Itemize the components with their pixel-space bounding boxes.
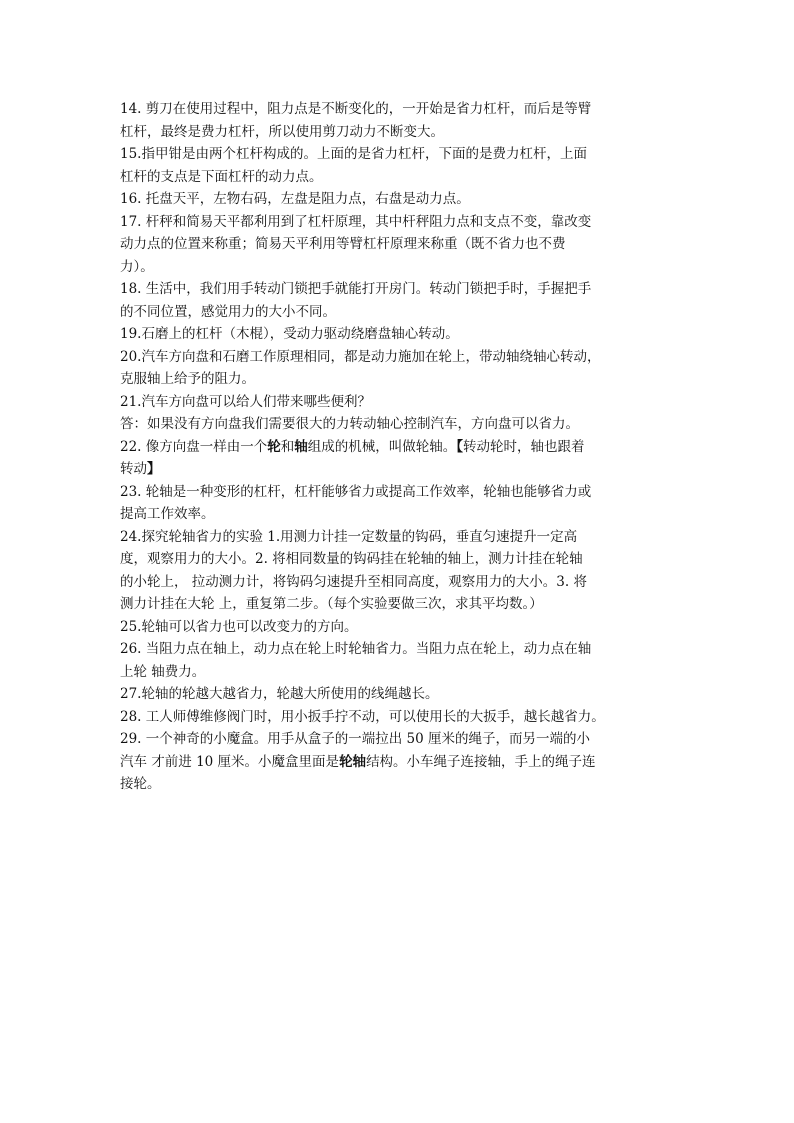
text-line: 杠杆，最终是费力杠杆，所以使用剪刀动力不断变大。 [120,123,444,140]
paragraph-26 [120,638,680,683]
bold-run: 【 [456,438,464,455]
paragraph-answer [120,413,680,436]
text-line: 14. 剪刀在使用过程中，阻力点是不断变化的，一开始是省力杠杆，而后是等臂 [120,101,592,117]
text-run: 组成的机械，叫做轮轴。 [307,438,457,455]
text-line [120,436,680,459]
text-line: 力）。 [120,258,154,275]
text-line: 20.汽车方向盘和石磨工作原理相同，都是动力施加在轮上，带动轴绕轴心转动， [120,348,601,365]
text-run: 结构。小车绳子连接轴，手上的绳子连 [366,753,596,770]
paragraph-29 [120,728,680,796]
text-line: 上轮 轴费力。 [120,663,206,680]
text-line [120,458,680,481]
text-run: 转动轮时，轴也跟着 [463,438,585,455]
text-run: 汽车 才前进 10 厘米。小魔盒里面是 [120,753,340,770]
text-line: 的小轮上， 拉动测力计，将钩码匀速提升至相同高度，观察用力的大小。3. 将 [120,573,587,590]
paragraph-16 [120,188,680,211]
document-page [120,98,680,796]
text-line: 16. 托盘天平，左物右码，左盘是阻力点，右盘是动力点。 [120,191,470,207]
bold-run: 】 [147,461,161,477]
paragraph-21 [120,391,680,414]
text-line: 18. 生活中，我们用手转动门锁把手就能打开房门。转动门锁把手时，手握把手 [120,281,592,297]
text-line: 测力计挂在大轮 上，重复第二步。（每个实验要做三次，求其平均数。） [120,596,543,612]
paragraph-17 [120,211,680,279]
paragraph-19 [120,323,680,346]
text-run: 22. 像方向盘一样由一个 [120,438,268,455]
text-line: 28. 工人师傅维修阀门时，用小扳手拧不动，可以使用长的大扳手，越长越省力。 [120,708,605,725]
bold-run: 轮轴 [339,753,367,770]
text-line: 23. 轮轴是一种变形的杠杆，杠杆能够省力或提高工作效率，轮轴也能够省力或 [120,483,592,500]
paragraph-20 [120,346,680,391]
text-line: 21.汽车方向盘可以给人们带来哪些便利？ [120,393,371,410]
paragraph-25 [120,616,680,639]
paragraph-28 [120,706,680,729]
text-line: 动力点的位置来称重；简易天平利用等臂杠杆原理来称重（既不省力也不费 [120,236,566,252]
text-line: 答：如果没有方向盘我们需要很大的力转动轴心控制汽车，方向盘可以省力。 [120,416,579,432]
paragraph-24 [120,526,680,616]
text-run: 和 [280,438,295,455]
text-line: 接轮。 [120,776,161,792]
paragraph-14 [120,98,680,143]
text-line: 25.轮轴可以省力也可以改变力的方向。 [120,618,358,635]
paragraph-15 [120,143,680,188]
text-line: 19.石磨上的杠杆（木棍），受动力驱动绕磨盘轴心转动。 [120,326,459,342]
bold-run: 轴 [294,438,308,455]
text-line: 杠杆的支点是下面杠杆的动力点。 [120,168,323,185]
text-run: 转动 [120,461,147,477]
text-line: 15.指甲钳是由两个杠杆构成的。上面的是省力杠杆，下面的是费力杠杆，上面 [120,146,587,162]
text-line: 29. 一个神奇的小魔盒。用手从盒子的一端拉出 50 厘米的绳子，而另一端的小 [120,731,591,747]
text-line: 27.轮轴的轮越大越省力，轮越大所使用的线绳越长。 [120,686,439,702]
text-line: 提高工作效率。 [120,506,215,522]
text-line: 24.探究轮轴省力的实验 1.用测力计挂一定数量的钩码，垂直匀速提升一定高 [120,528,578,545]
text-line: 克服轴上给予的阻力。 [120,371,255,387]
paragraph-27 [120,683,680,706]
text-line: 度，观察用力的大小。2. 将相同数量的钩码挂在轮轴的轴上，测力计挂在轮轴 [120,551,583,567]
paragraph-22 [120,436,680,481]
paragraph-23 [120,481,680,526]
paragraph-18 [120,278,680,323]
text-line: 17. 杆秤和简易天平都利用到了杠杆原理，其中杆秤阻力点和支点不变，靠改变 [120,213,592,230]
text-line: 26. 当阻力点在轴上，动力点在轮上时轮轴省力。当阻力点在轮上，动力点在轴 [120,641,592,657]
text-line: 的不同位置，感觉用力的大小不同。 [120,303,336,320]
bold-run: 轮 [267,438,281,455]
text-line [120,751,680,774]
